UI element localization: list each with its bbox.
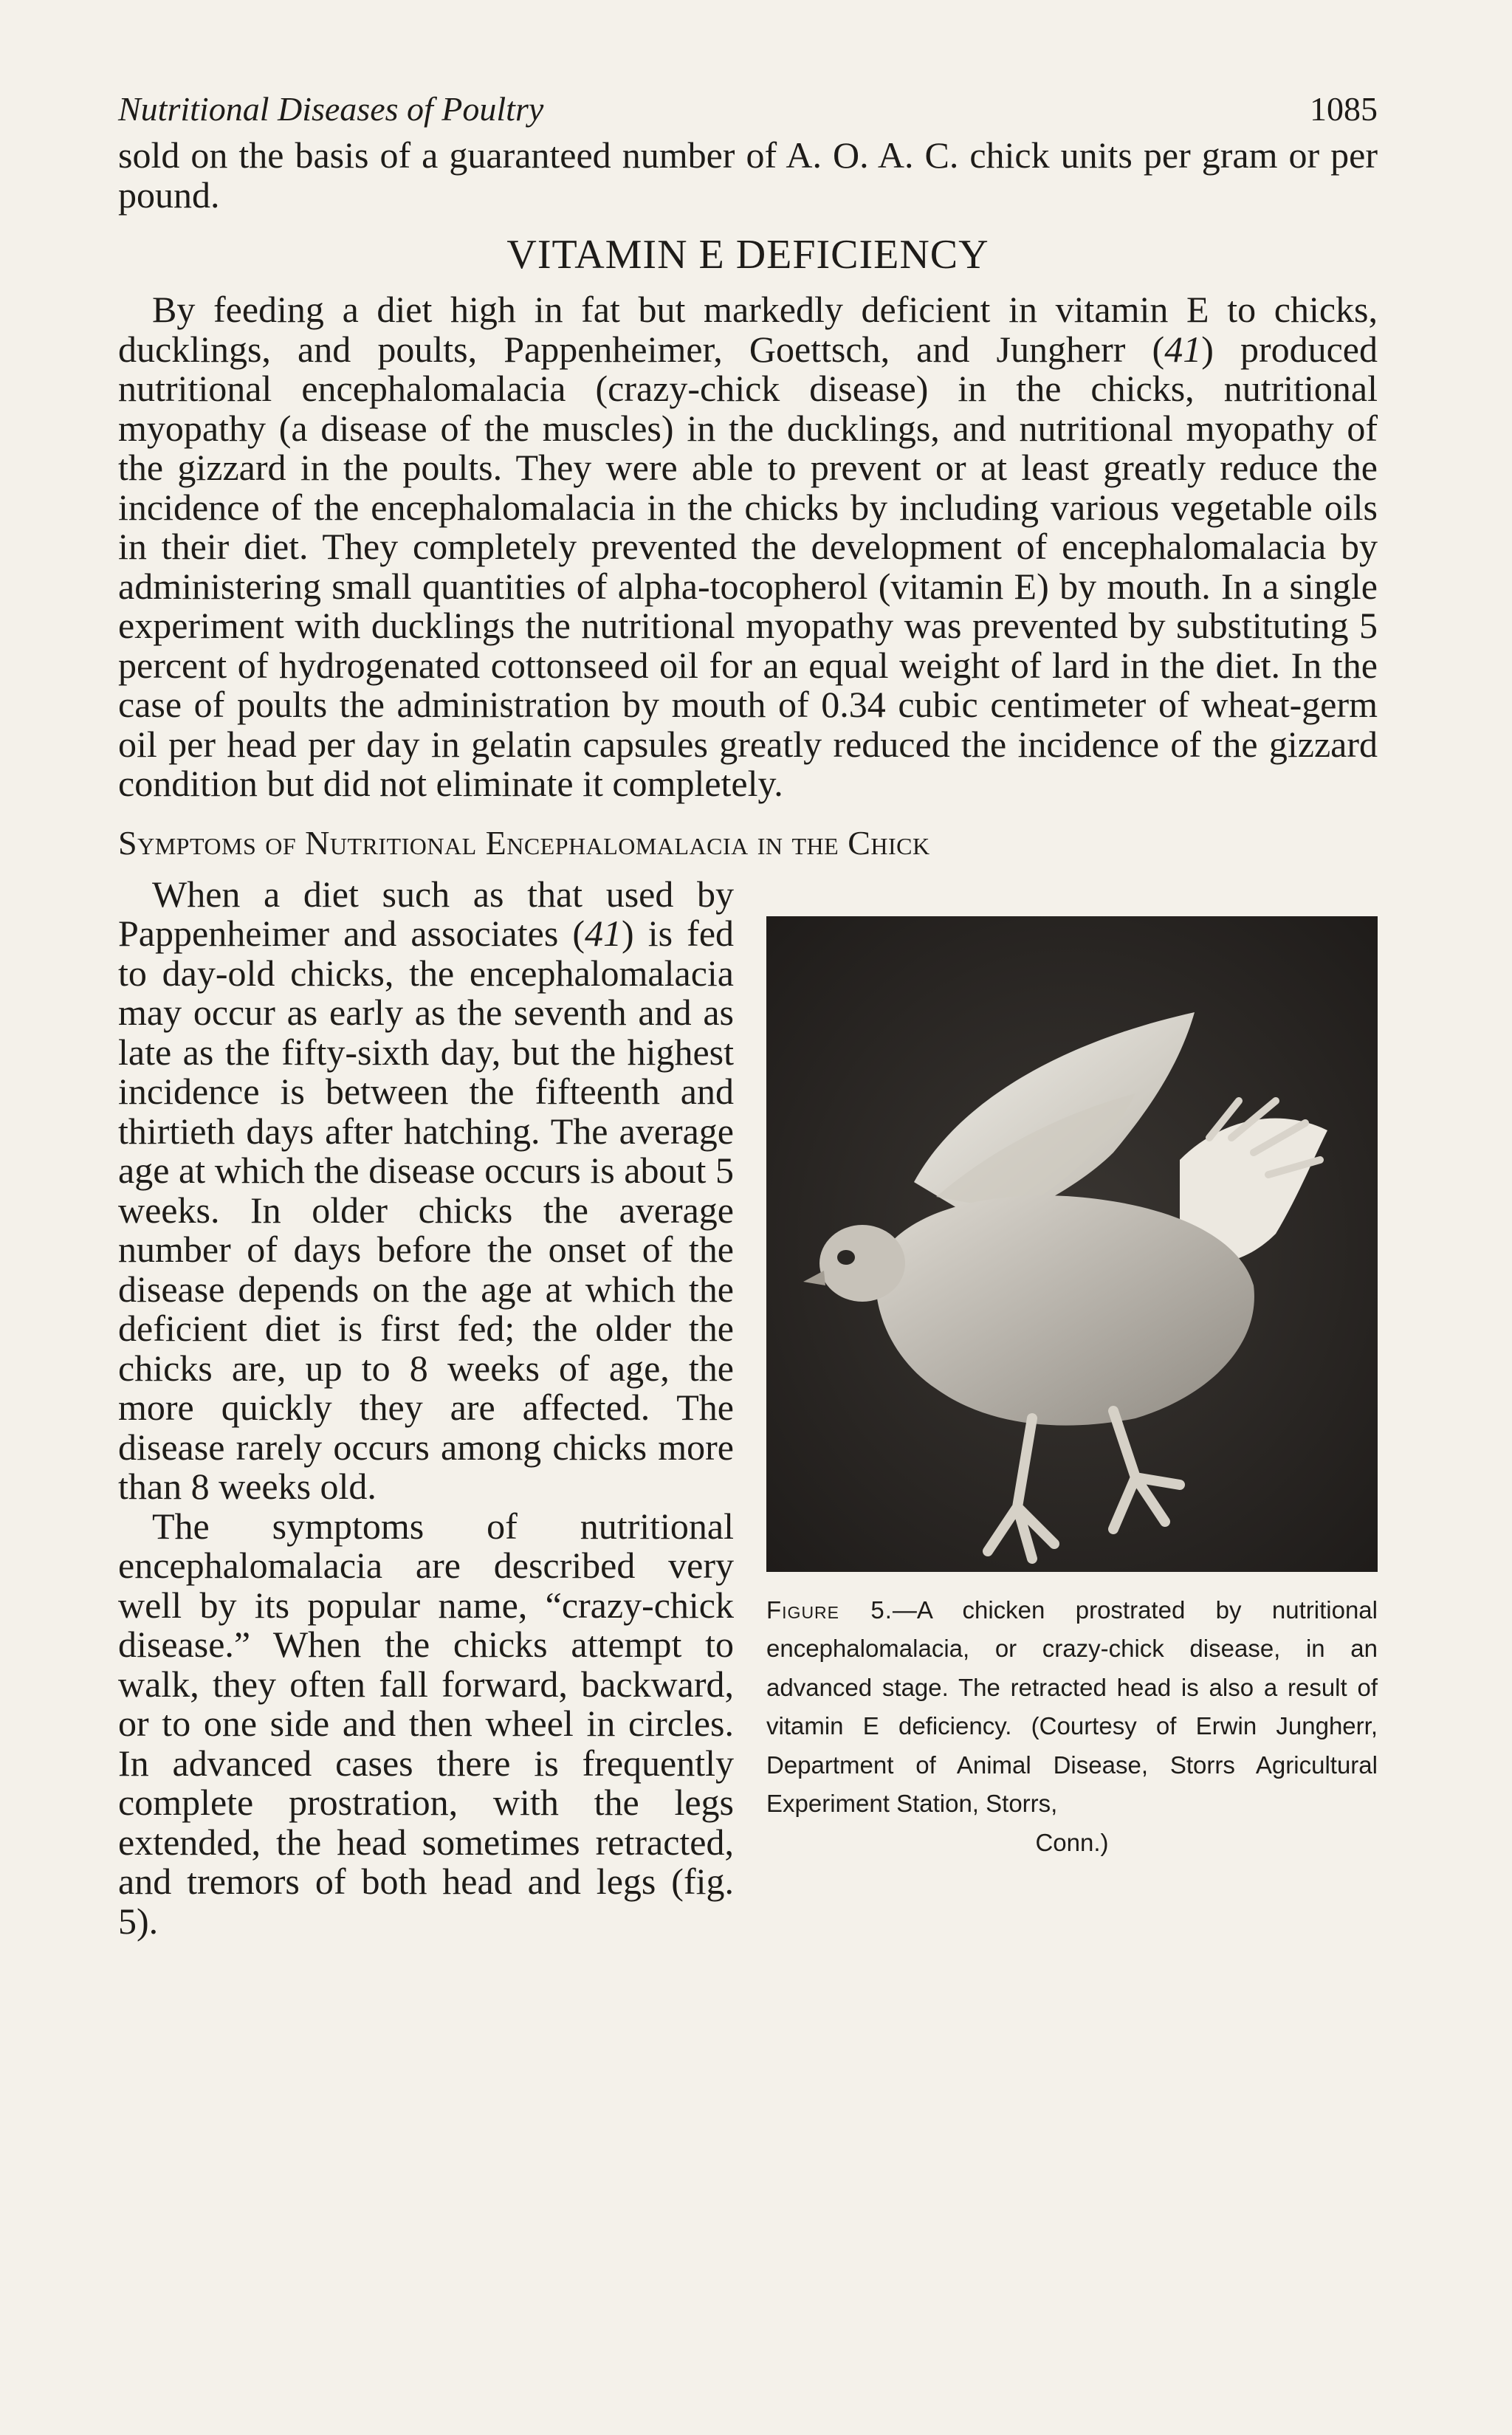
- section-paragraph-text-1: By feeding a diet high in fat but markedly deficient in vitamin E to chicks, ducklings, and poults, Pappenheimer, Goettsch, and Jungherr (: [118, 289, 1378, 370]
- section-paragraph: [118, 290, 1378, 804]
- subsection-paragraph-1-text-1: When a diet such as that used by Pappenheimer and associates (: [118, 873, 734, 954]
- subsection-heading: Symptoms of Nutritional Encephalomalacia in the Chick: [118, 823, 930, 862]
- running-title: Nutritional Diseases of Poultry: [118, 90, 544, 128]
- section-paragraph-text-2: ) produced nutritional encephalomalacia (crazy-chick disease) in the chicks, nutritional myopathy (a disease of the muscles) in the ducklings, and nutritional myopathy of the gizzard in the poults. They were able to prevent or at least greatly reduce the incidence of the encephalomalacia in the chicks by including various vegetable oils in their diet. They completely prevented the development of encephalomalacia by administering small quantities of alpha-tocopherol (vitamin E) by mouth. In a single experiment with ducklings the nutritional myopathy was prevented by substituting 5 percent of hydrogenated cottonseed oil for an equal weight of lard in the diet. In the case of poults the administration by mouth of 0.34 cubic centimeter of wheat-germ oil per head per day in gelatin capsules greatly reduced the incidence of the gizzard condition but did not eliminate it completely.: [118, 328, 1378, 804]
- subsection-body: [118, 875, 1378, 1942]
- intro-paragraph: sold on the basis of a guaranteed number of A. O. A. C. chick units per gram or per pound.: [118, 134, 1378, 216]
- page-number: 1085: [1310, 90, 1378, 128]
- citation-ref: 41: [1164, 328, 1202, 370]
- figure-caption: [766, 1591, 1378, 1863]
- subsection-paragraph-2: The symptoms of nutritional encephalomalacia are described very well by its popular name, “crazy-chick disease.” When the chicks attempt to walk, they often fall forward, backward, or to one side and then wheel in circles. In advanced cases there is frequently complete prostration, with the legs extended, the head sometimes retracted, and tremors of both head and legs (fig. 5).: [118, 1505, 734, 1942]
- figure-caption-end: Conn.): [1035, 1828, 1109, 1856]
- subsection-paragraph-1-text-2: ) is fed to day-old chicks, the encephalomalacia may occur as early as the seventh and as late as the fifty-sixth day, but the highest incidence is between the fifteenth and thirtieth days after hatching. The average age at which the disease occurs is about 5 weeks. In older chicks the average number of days before the onset of the disease depends on the age at which the deficient diet is first fed; the older the chicks are, up to 8 weeks of age, the more quickly they are affected. The disease rarely occurs among chicks more than 8 weeks old.: [118, 913, 735, 1507]
- figure-label: Figure 5.: [766, 1596, 893, 1624]
- citation-ref-2: 41: [585, 913, 622, 954]
- figure-caption-text: —A chicken prostrated by nutritional encephalomalacia, or crazy-chick disease, in an advanced stage. The retracted head is also a result of vitamin E deficiency. (Courtesy of Erwin Jungherr, Department of Animal Disease, Storrs Agricultural Experiment Station, Storrs,: [766, 1596, 1378, 1817]
- section-heading: VITAMIN E DEFICIENCY: [506, 232, 989, 278]
- running-head: [118, 87, 1378, 136]
- chicken-photo: [766, 916, 1378, 1572]
- figure: [766, 916, 1378, 1863]
